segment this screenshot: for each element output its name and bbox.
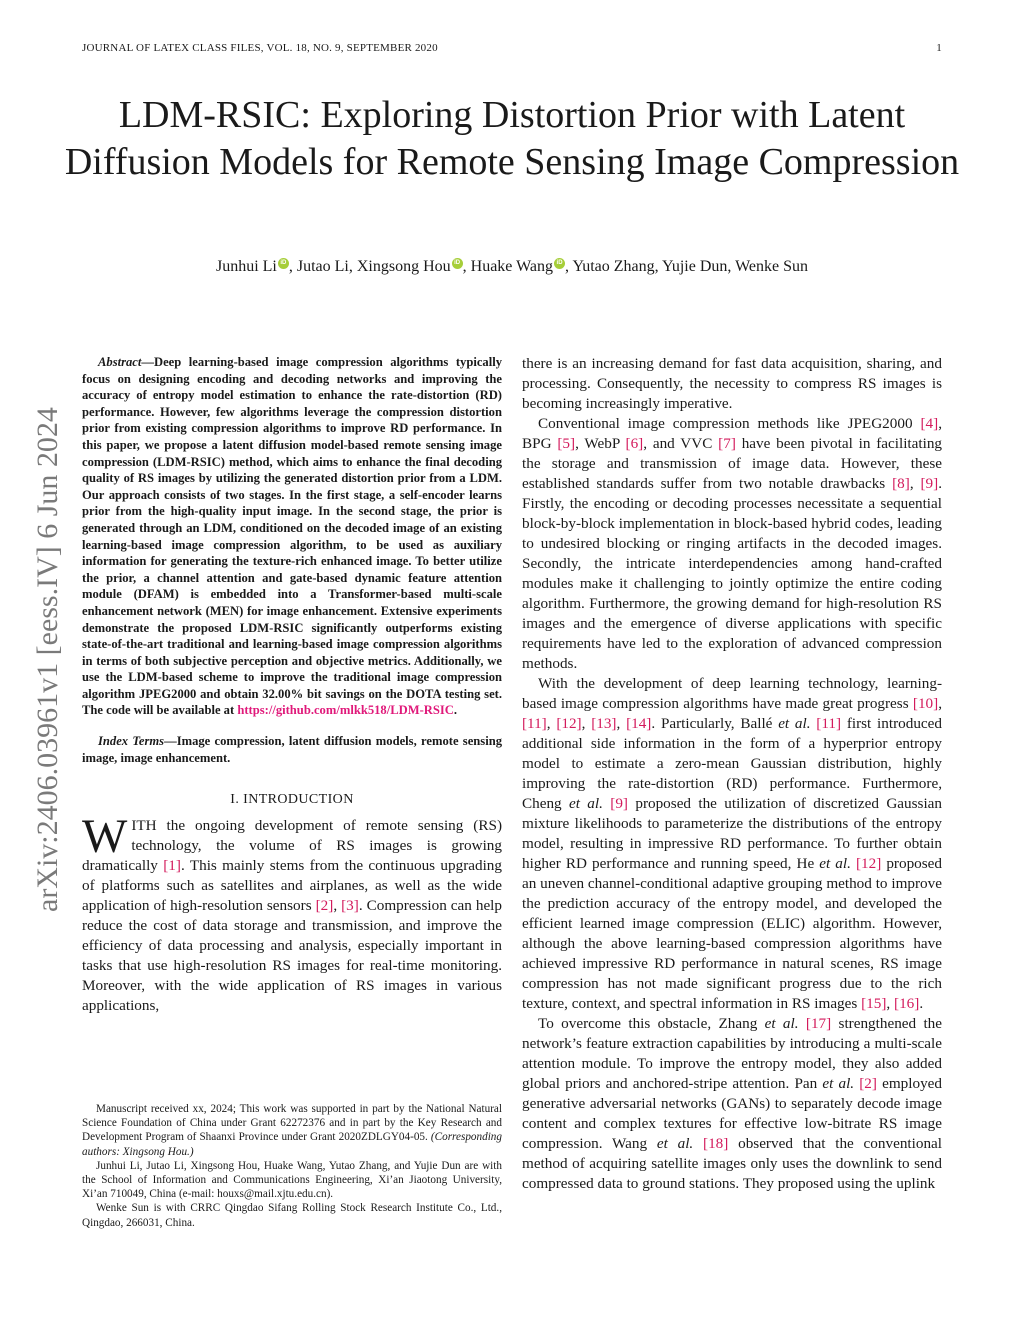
citation-link[interactable]: [6] <box>625 435 644 452</box>
citation-link[interactable]: [2] <box>859 1075 877 1092</box>
abstract <box>82 354 502 719</box>
citation-link[interactable]: [9] <box>610 795 628 812</box>
text-run: . This mainly stems from the continuous upgrading of platforms such as satellites and airplanes, as well as the wide application of high-resolution sensors <box>82 857 502 915</box>
author-text: , Huake Wang <box>462 258 554 275</box>
citation-link[interactable]: [11] <box>522 715 547 732</box>
text-run: strengthened the network’s feature extraction capabilities by introducing a multi-scale attention module. To improve the entropy model, they also added global priors and anchored-stripe attention. Pan <box>522 1015 943 1092</box>
citation-link[interactable]: [2] <box>315 897 334 915</box>
page-number: 1 <box>936 42 942 54</box>
text-run: , <box>909 475 921 492</box>
citation-link[interactable]: [12] <box>855 855 882 872</box>
text-run: . Compression can help reduce the cost of data storage and transmission, and improve the efficiency of data processing and analysis, especially important in tasks that use high-resolution RS images for real-time monitoring. Moreover, with the wide application of RS images in various applications, <box>82 897 502 1015</box>
citation-link[interactable]: [15] <box>861 995 887 1012</box>
et-al: et al. <box>656 1135 694 1152</box>
text-run <box>799 1015 806 1032</box>
text-run: have been pivotal in facilitating the storage and transmission of image data. However, these established standards suffer from two notable drawbacks <box>522 435 943 492</box>
text-run: With the development of deep learning technology, learning-based image compression algorithms have made great progress <box>522 675 942 712</box>
section-heading-introduction <box>82 792 502 808</box>
index-terms-text: —Image compression, latent diffusion models, remote sensing image, image enhancement. <box>82 734 502 765</box>
body-paragraph <box>522 414 942 674</box>
body-paragraph <box>522 674 942 1014</box>
footnote-affiliation: Junhui Li, Jutao Li, Xingsong Hou, Huake Wang, Yutao Zhang, and Yujie Dun are with the School of Information and Communications Engineering, Xi’an Jiaotong University, Xi’an 710049, China (e-mail: houxs@mail.xjtu.edu.cn). <box>82 1159 502 1201</box>
citation-link[interactable]: [16] <box>894 995 920 1012</box>
left-column <box>82 354 502 1016</box>
citation-link[interactable]: [17] <box>805 1015 832 1032</box>
corresponding-authors: (Corresponding authors: Xingsong Hou.) <box>82 1131 502 1158</box>
citation-link[interactable]: [13] <box>591 715 617 732</box>
author-text: , Jutao Li, Xingsong Hou <box>288 258 451 275</box>
orcid-icon[interactable]: iD <box>554 258 565 269</box>
footnote-affiliation-2: Wenke Sun is with CRRC Qingdao Sifang Rolling Stock Research Institute Co., Ltd., Qingdao, 266031, China. <box>82 1202 502 1229</box>
text-run: , <box>616 715 627 732</box>
section-title-first: I <box>243 792 249 808</box>
text-run: , <box>938 695 942 712</box>
footnote-manuscript <box>82 1102 502 1159</box>
body-paragraph: there is an increasing demand for fast data acquisition, sharing, and processing. Consequently, the necessity to compress RS images is becoming increasingly imperative. <box>522 355 942 412</box>
journal-name: JOURNAL OF LATEX CLASS FILES, VOL. 18, NO. 9, SEPTEMBER 2020 <box>82 42 438 54</box>
citation-link[interactable]: [14] <box>626 715 652 732</box>
paper-title: LDM-RSIC: Exploring Distortion Prior with Latent Diffusion Models for Remote Sensing Image Compression <box>64 94 960 183</box>
running-header <box>82 42 942 58</box>
arxiv-stamp: arXiv:2406.03961v1 [eess.IV] 6 Jun 2024 <box>31 407 64 912</box>
author-text: , Yutao Zhang, Yujie Dun, Wenke Sun <box>565 258 809 275</box>
text-run: . Particularly, Ballé <box>651 715 779 732</box>
text-run: , WebP <box>575 435 626 452</box>
right-column <box>522 354 942 1194</box>
text-run: Manuscript received xx, 2024; This work was supported in part by the National Natural Science Foundation of China under Grant 62272376 and in part by the Key Research and Development Program of Shaanxi Province under Grant 2020ZDLGY04-05. <box>82 1103 502 1144</box>
text-run: . Firstly, the encoding or decoding processes necessitate a sequential block-by-block implementation in block-based hybrid codes, leading to undesired blocking or ringing artifacts in the decoded images. Secondly, the intricate interdependencies among hand-crafted modules make it challenging to jointly optimize the entire coding algorithm. Furthermore, the growing demand for high-resolution RS images and the emergence of diverse applications with specific requirements have led to the exploration of advanced compression methods. <box>522 475 943 672</box>
index-terms-label: Index Terms <box>98 734 165 749</box>
text-run: , <box>333 897 342 915</box>
text-run: first introduced additional side information in the form of a hyperprior entropy model to estimate a zero-mean Gaussian distribution, highly improving the rate-distortion (RD) performance. Furthermore, Cheng <box>522 715 942 812</box>
author-text: Junhui Li <box>215 258 277 275</box>
text-run: , and VVC <box>643 435 719 452</box>
footnotes <box>82 1102 502 1230</box>
orcid-icon[interactable]: iD <box>278 258 289 269</box>
citation-link[interactable]: [18] <box>703 1135 729 1152</box>
et-al: et al. <box>822 1075 855 1092</box>
orcid-icon[interactable]: iD <box>452 258 463 269</box>
text-run: , BPG <box>522 415 942 452</box>
text-run: proposed the utilization of discretized Gaussian mixture likelihoods to parameterize the distributions of the entropy model, resulting in impressive RD performance. To further obtain higher RD performance and running speed, He <box>522 795 943 872</box>
section-title-rest: NTRODUCTION <box>248 792 354 808</box>
text-run: Conventional image compression methods like JPEG2000 <box>538 415 921 432</box>
intro-paragraph <box>82 810 502 1016</box>
section-number: I. <box>230 792 240 808</box>
citation-link[interactable]: [12] <box>556 715 582 732</box>
text-run: ITH the ongoing development of remote sensing (RS) technology, the volume of RS images is growing dramatically <box>82 817 502 875</box>
citation-link[interactable]: [10] <box>912 695 939 712</box>
text-run: proposed an uneven channel-conditional adaptive grouping method to improve the prediction accuracy of the entropy model, and developed the efficient learned image compression (ELIC) algorithm. However, although the above learning-based compression algorithms have achieved impressive RD performance in natural scenes, RS image compression has not made significant progress due to the rich texture, context, and spectral information in RS images <box>522 855 942 1012</box>
abstract-end: . <box>453 703 458 718</box>
text-run: , <box>546 715 557 732</box>
citation-link[interactable]: [11] <box>816 715 842 732</box>
citation-link[interactable]: [9] <box>920 475 939 492</box>
citation-link[interactable]: [5] <box>557 435 576 452</box>
et-al: et al. <box>819 855 851 872</box>
text-run: observed that the conventional method of acquiring satellite images only uses the downlink to send compressed data to ground stations. They proposed using the uplink <box>522 1135 943 1192</box>
code-link[interactable]: https://github.com/mlkk518/LDM-RSIC <box>237 703 454 718</box>
dropcap-letter: W <box>82 810 128 864</box>
text-run: To overcome this obstacle, Zhang <box>538 1015 765 1032</box>
citation-link[interactable]: [7] <box>718 435 736 452</box>
abstract-label: Abstract <box>98 355 142 369</box>
text-run: employed generative adversarial networks (GANs) to separately decode image content and complex textures for effective low-bitrate RS image compression. Wang <box>522 1075 943 1152</box>
citation-link[interactable]: [4] <box>920 415 939 432</box>
citation-link[interactable]: [3] <box>341 897 359 915</box>
text-run: , <box>581 715 592 732</box>
text-run: . <box>919 995 924 1012</box>
abstract-text: —Deep learning-based image compression algorithms typically focus on designing encoding and decoding networks and improving the accuracy of entropy model estimation to enhance the rate-distortion (RD) performance. However, few algorithms leverage the compression distortion prior from existing compression algorithms to improve RD performance. In this paper, we propose a latent diffusion model-based remote sensing image compression (LDM-RSIC) method, which aims to enhance the final decoding quality of RS images by utilizing the generated distortion prior from a LDM. Our approach consists of two stages. In the first stage, a self-encoder learns prior from the high-quality input image. In the second stage, the prior is generated through an LDM, conditioned on the decoded image of an existing learning-based image compression algorithm, to be used as auxiliary information for generating the texture-rich enhanced image. To better utilize the prior, a channel attention and gate-based dynamic feature attention module (DFAM) is embedded into a Transformer-based multi-scale enhancement network (MEN) for image enhancement. Extensive experiments demonstrate the proposed LDM-RSIC significantly outperforms existing state-of-the-art traditional and learning-based image compression algorithms in terms of both subjective perception and objective metrics. Additionally, we use the LDM-based scheme to improve the traditional image compression algorithm JPEG2000 and obtain 32.00% bit savings on the DOTA testing set. The code will be available at <box>82 355 502 718</box>
citation-link[interactable]: [1] <box>163 857 181 875</box>
author-list <box>60 256 964 278</box>
index-terms <box>82 733 502 766</box>
text-run <box>693 1135 703 1152</box>
body-paragraph <box>522 1014 942 1194</box>
et-al: et al. <box>764 1015 799 1032</box>
text-run: , <box>886 995 895 1012</box>
et-al: et al. <box>778 715 811 732</box>
citation-link[interactable]: [8] <box>892 475 910 492</box>
et-al: et al. <box>569 795 603 812</box>
